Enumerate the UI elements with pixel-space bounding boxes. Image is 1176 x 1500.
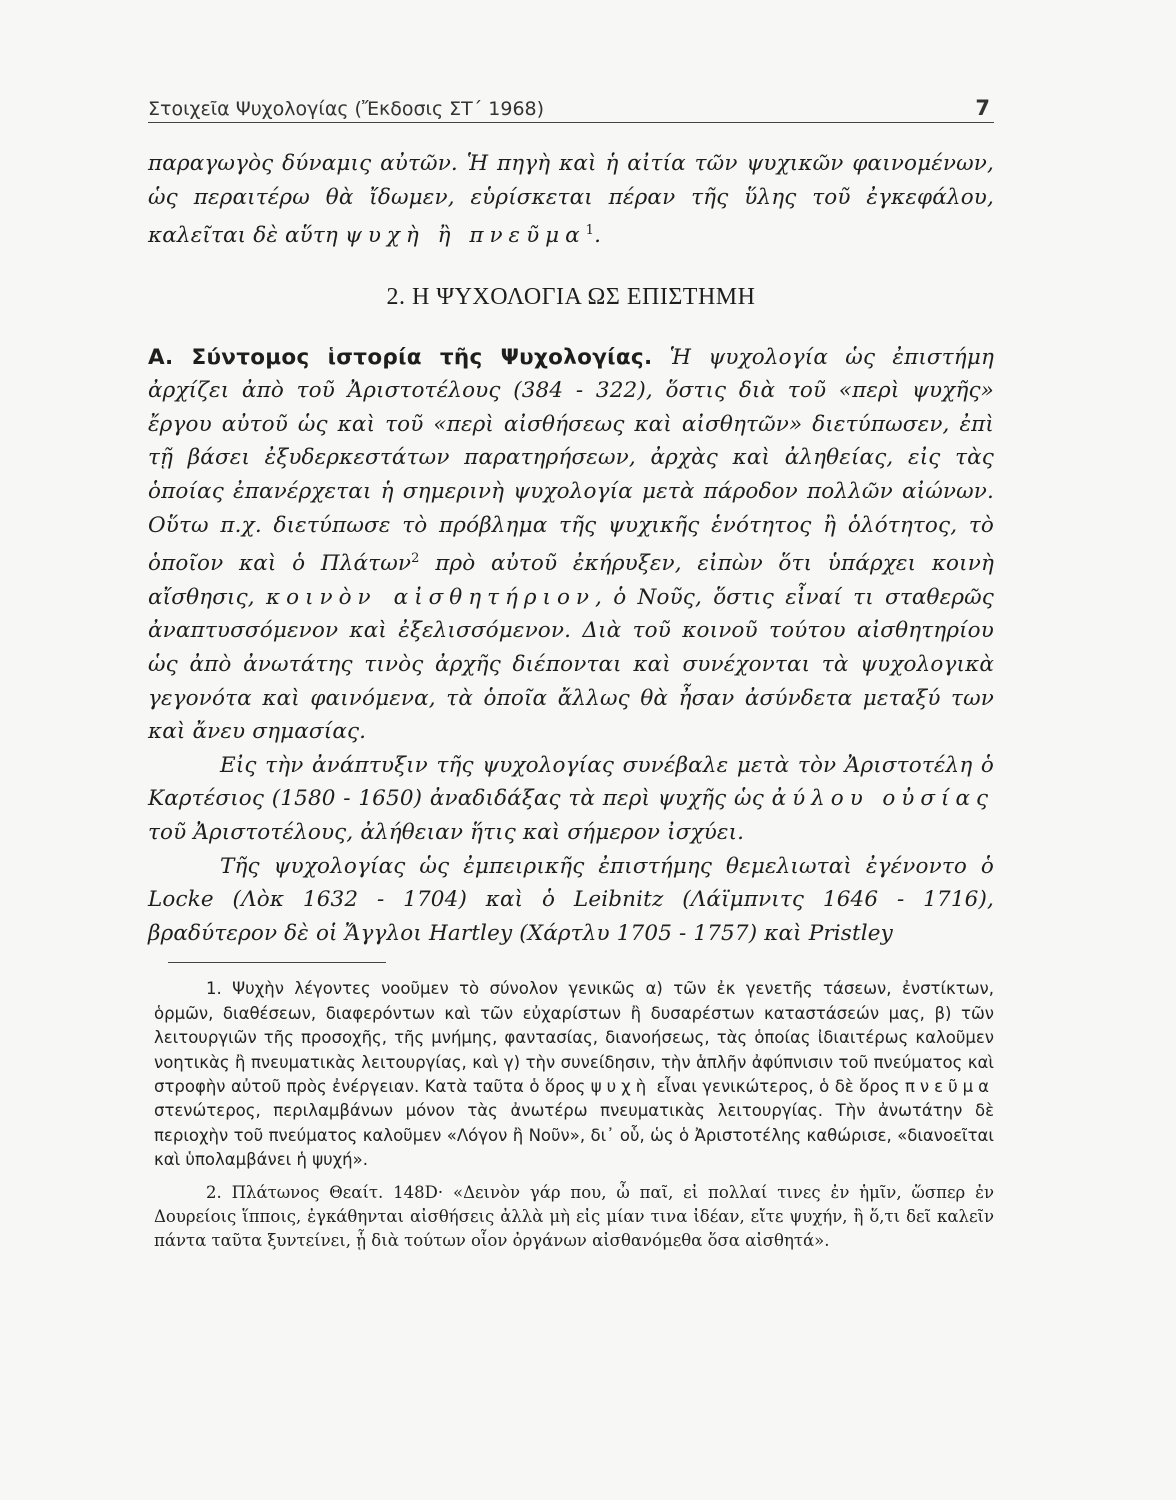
paragraph-text: τοῦ Ἀριστοτέλους, ἀλήθειαν ἥτις καὶ σήμερον ἰσχύει. (148, 820, 745, 845)
running-head (148, 96, 994, 123)
emphasis-spaced: ψυχὴ (590, 1077, 652, 1096)
running-head-title: Στοιχεῖα Ψυχολογίας (Ἔκδοσις ΣΤ΄ 1968) (148, 98, 545, 120)
footnote-1 (154, 977, 994, 1172)
intro-text: παραγωγὸς δύναμις αὐτῶν. Ἡ πηγὴ καὶ ἡ αἰτία τῶν ψυχικῶν φαινομένων, ὡς περαιτέρω θὰ ἴδωμεν, εὑρίσκεται πέραν τῆς ὕλης τοῦ ἐγκεφάλου, καλεῖται δὲ αὕτη (148, 151, 994, 249)
emphasis-spaced: πνεῦμα (905, 1077, 994, 1096)
emphasis-spaced: κοινὸν αἰσθητήριον (266, 584, 595, 610)
paragraph-text: Εἰς τὴν ἀνάπτυξιν τῆς ψυχολογίας συνέβαλε μετὰ τὸν Ἀριστοτέλη ὁ Καρτέσιος (1580 - 1650) ἀναδιδάξας τὰ περὶ ψυχῆς ὡς (148, 752, 994, 812)
footnote-text: 1. Ψυχὴν λέγοντες νοοῦμεν τὸ σύνολον γενικῶς α) τῶν ἐκ γενετῆς τάσεων, ἐνστίκτων, ὁρμῶν, διαθέσεων, διαφερόντων καὶ τῶν εὐχαρίστων ἢ δυσαρέστων καταστάσεών μας, β) τῶν λειτουργιῶν τῆς προσοχῆς, τῆς μνήμης, φαντασίας, διανοήσεως, τὰς ὁποίας ἰδιαιτέρως καλοῦμεν νοητικὰς ἢ πνευματικὰς λειτουργίας, καὶ γ) τὴν συνείδησιν, τὴν ἁπλῆν ἀφύπνισιν τοῦ πνεύματος καὶ στροφὴν αὐτοῦ πρὸς ἐνέργειαν. Κατὰ ταῦτα ὁ ὅρος (154, 979, 994, 1096)
footnote-text: στενώτερος, περιλαμβάνων μόνον τὰς ἀνωτέρω πνευματικὰς λειτουργίας. Τὴν ἀνωτάτην δὲ περιοχὴν τοῦ πνεύματος καλοῦμεν «Λόγον ἢ Νοῦν», δι᾽ οὗ, ὡς ὁ Ἀριστοτέλης καθώρισε, «διανοεῖται καὶ ὑπολαμβάνει ἡ ψυχή». (154, 1101, 994, 1170)
page-number: 7 (975, 96, 990, 120)
page (148, 96, 994, 1254)
footnote-rule (168, 962, 386, 963)
footnote-ref: 2 (411, 551, 420, 567)
subsection-heading: Α. Σύντομος ἱστορία τῆς Ψυχολογίας. (148, 344, 653, 370)
main-text (148, 147, 994, 950)
paragraph-history (148, 341, 994, 749)
footnote-ref: 1 (585, 223, 595, 239)
intro-end: . (594, 223, 602, 249)
paragraph-text: , ὁ Νοῦς, ὅστις εἶναί τι σταθερῶς ἀναπτυσσόμενον καὶ ἐξελισσόμενον. Διὰ τοῦ κοινοῦ τούτου αἰσθητηρίου ὡς ἀπὸ ἀνωτάτης τινὸς ἀρχῆς διέπονται καὶ συνέχονται τὰ ψυχολογικὰ γεγονότα καὶ φαινόμενα, τὰ ὁποῖα ἄλλως θὰ ἦσαν ἀσύνδετα μεταξύ των καὶ ἄνευ σημασίας. (148, 584, 994, 745)
paragraph-text: Ἡ ψυχολογία ὡς ἐπιστήμη ἀρχίζει ἀπὸ τοῦ Ἀριστοτέλους (384 - 322), ὅστις διὰ τοῦ «περὶ ψυχῆς» ἔργου αὐτοῦ ὡς καὶ τοῦ «περὶ αἰσθήσεως καὶ αἰσθητῶν» διετύπωσεν, ἐπὶ τῇ βάσει ἐξυδερκεστάτων παρατηρήσεων, ἀρχὰς καὶ ἀληθείας, εἰς τὰς ὁποίας ἐπανέρχεται ἡ σημερινὴ ψυχολογία μετὰ πάροδον πολλῶν αἰώνων. Οὕτω π.χ. διετύπωσε τὸ πρόβλημα τῆς ψυχικῆς ἑνότητος ἢ ὁλότητος, τὸ ὁποῖον καὶ ὁ Πλάτων (148, 344, 994, 577)
footnote-text: εἶναι γενικώτερος, ὁ δὲ ὅρος (651, 1077, 905, 1096)
paragraph-empirical: Τῆς ψυχολογίας ὡς ἐμπειρικῆς ἐπιστήμης θεμελιωταὶ ἐγένοντο ὁ Locke (Λὸκ 1632 - 1704) καὶ ὁ Leibnitz (Λάϊμπνιτς 1646 - 1716), βραδύτερον δὲ οἱ Ἄγγλοι Hartley (Χάρτλυ 1705 - 1757) καὶ Pristley (148, 853, 994, 946)
paragraph-descartes (148, 749, 994, 850)
paragraph-text: πρὸ αὐτοῦ ἐκήρυξεν, εἰπὼν ὅτι ὑπάρχει κοινὴ αἴσθησις, (148, 551, 994, 610)
footnote-2: 2. Πλάτωνος Θεαίτ. 148D· «Δεινὸν γάρ που, ὦ παῖ, εἰ πολλαί τινες ἐν ἡμῖν, ὥσπερ ἐν Δουρείοις ἵπποις, ἐγκάθηνται αἰσθήσεις ἀλλὰ μὴ εἰς μίαν τινα ἰδέαν, εἴτε ψυχήν, ἢ ὅ,τι δεῖ καλεῖν πάντα ταῦτα ξυντείνει, ᾗ διὰ τούτων οἷον ὀργάνων αἰσθανόμεθα ὅσα αἰσθητά». (154, 1182, 994, 1251)
intro-paragraph (148, 147, 994, 253)
emphasis-spaced: ἀύλου οὐσίας (771, 786, 994, 812)
emphasis-spaced: ψυχὴ ἢ πνεῦμα (344, 223, 586, 249)
footnotes (154, 977, 994, 1253)
section-heading: 2. Η ΨΥΧΟΛΟΓΙΑ ΩΣ ΕΠΙΣΤΗΜΗ (386, 283, 756, 310)
